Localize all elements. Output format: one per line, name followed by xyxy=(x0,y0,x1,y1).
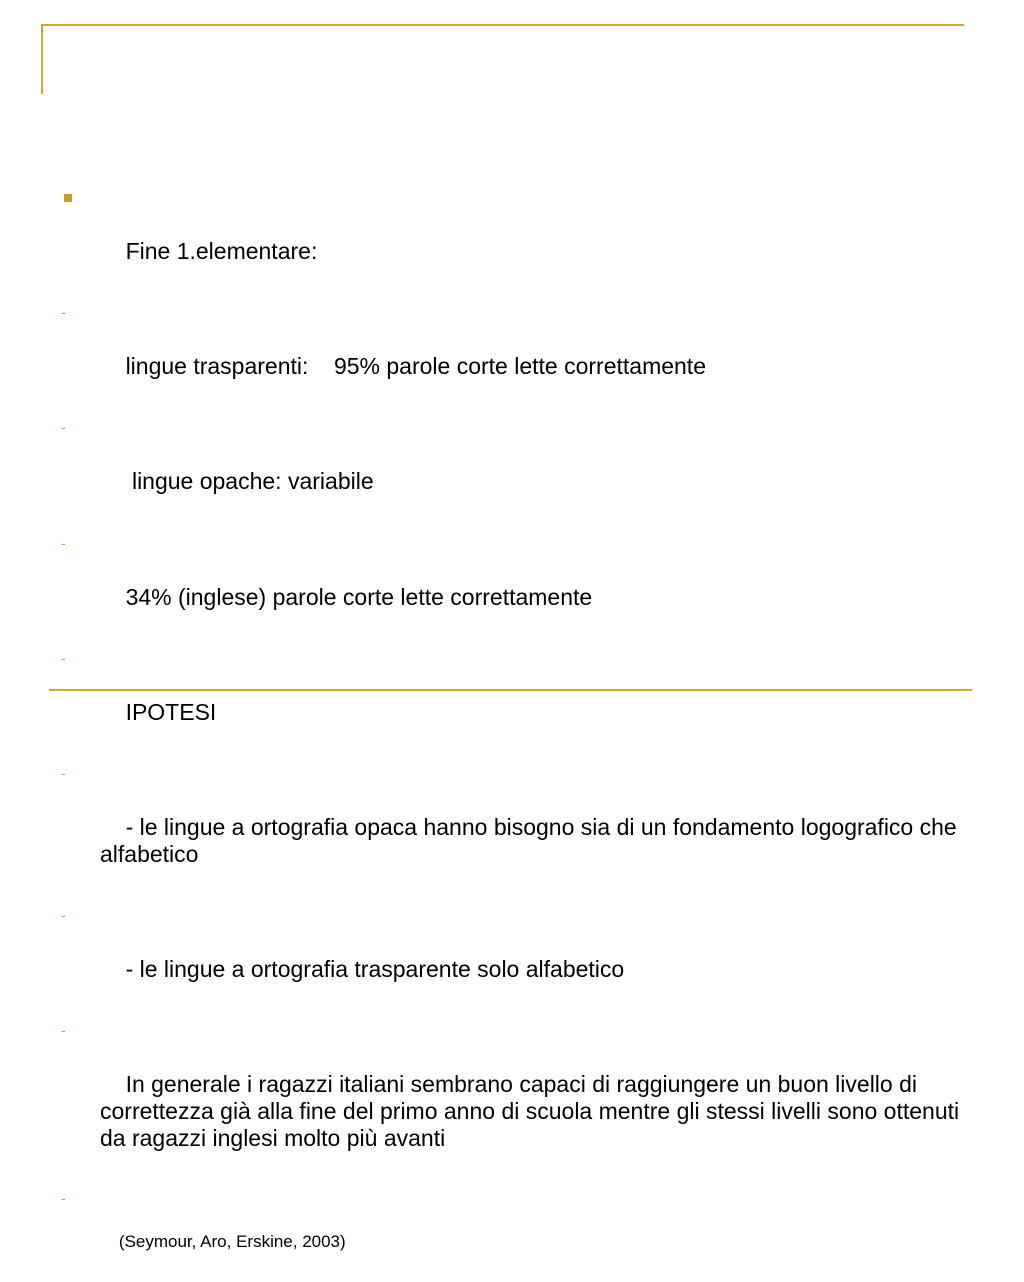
frame-bottom-line xyxy=(49,689,972,691)
citation-text: (Seymour, Aro, Erskine, 2003) xyxy=(118,1231,346,1251)
dash-bullet-icon xyxy=(60,760,100,787)
bullet-text: 34% (inglese) parole corte lette correttamente xyxy=(125,583,593,610)
bullet-text: Fine 1.elementare: xyxy=(125,238,318,264)
bullet-text: - le lingue a ortografia opaca hanno bisogno sia di un fondamento logografico che alfabetico xyxy=(100,813,964,867)
dash-bullet-icon xyxy=(60,299,100,326)
dash-bullet-icon xyxy=(60,1187,100,1209)
dash-bullet-icon xyxy=(60,530,100,557)
dash-bullet-icon xyxy=(60,902,100,929)
bullet-item-lingue-trasparenti xyxy=(60,299,960,407)
bullet-item-in-generale xyxy=(60,1017,966,1179)
bullet-text: - le lingue a ortografia trasparente solo alfabetico xyxy=(125,956,625,983)
bullet-item-lingue-opache xyxy=(60,414,960,522)
frame-top-line xyxy=(41,24,964,26)
bullet-text: In generale i ragazzi italiani sembrano capaci di raggiungere un buon livello di correttezza già alla fine del primo anno di scuola mentre gli stessi livelli sono ottenuti da ragazzi inglesi molto più avanti xyxy=(100,1071,966,1152)
square-bullet-icon xyxy=(60,184,100,211)
bullet-item-ortografia-opaca xyxy=(60,760,964,895)
bullet-item-fine-elementare xyxy=(60,184,960,292)
bullet-item-ipotesi xyxy=(60,645,960,753)
bullet-text: IPOTESI xyxy=(125,698,217,725)
bullet-item-ortografia-trasparente xyxy=(60,902,960,1010)
dash-bullet-icon xyxy=(60,414,100,441)
bullet-text: lingue opache: variabile xyxy=(125,468,374,495)
frame-left-line xyxy=(41,24,43,94)
bullet-text: lingue trasparenti: 95% parole corte lette correttamente xyxy=(125,353,706,380)
dash-bullet-icon xyxy=(60,1017,100,1044)
dash-bullet-icon xyxy=(60,645,100,672)
slide-bullet-list xyxy=(60,184,966,1282)
bullet-item-citation xyxy=(60,1187,960,1275)
bullet-item-inglese xyxy=(60,530,960,638)
